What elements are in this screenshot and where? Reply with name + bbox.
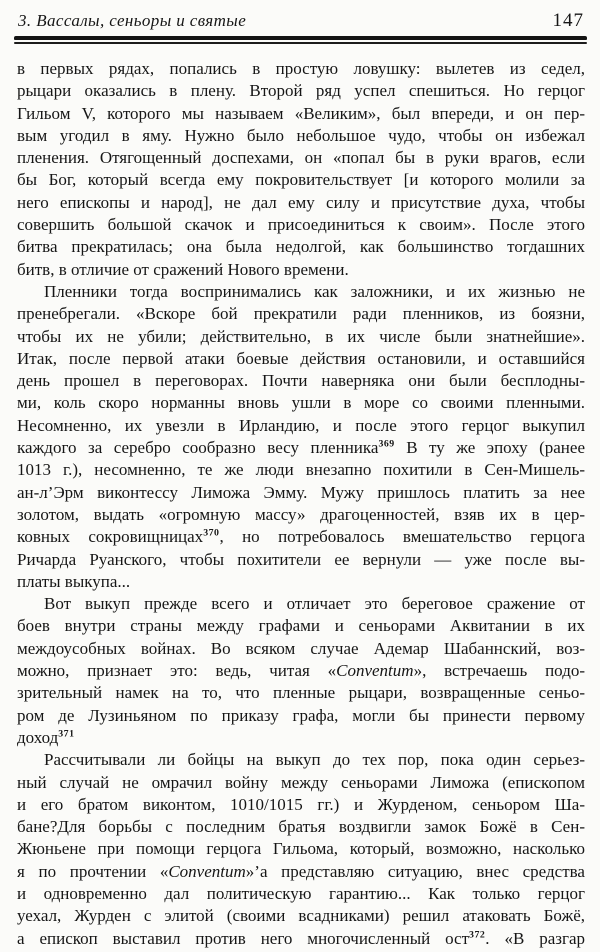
paragraph [17,593,585,749]
text-segment: уехал, Журден с элитой (своими всадниками) решил атаковать Божё, [17,906,585,926]
text-segment: 1013 г.), несомненно, те же люди внезапно похитили в Сен-Мишель- [17,460,585,480]
text-line [17,147,585,169]
text-line [17,682,585,704]
footnote-marker: 370 [203,527,220,539]
text-line [17,192,585,214]
text-segment: день прошел в переговорах. Почти наверняка они были бесплодны- [17,371,585,391]
text-line [17,348,585,370]
page-header [17,8,585,32]
text-line [17,838,585,860]
text-line [17,504,585,526]
footnote-marker: 372 [469,928,486,940]
text-line [17,58,585,80]
text-segment: »’а представляю ситуацию, внес средства [245,861,585,881]
text-line [17,80,585,102]
text-segment: Ричарда Руанского, чтобы похитители ее вернули — уже после вы- [17,549,585,569]
text-line [17,326,585,348]
text-segment: Несомненно, их увезли в Ирландию, и после этого герцог выкупил [17,415,585,435]
text-segment: ан-л’Эрм виконтессу Лиможа Эмму. Мужу пришлось платить за нее [17,482,585,502]
text-line [17,794,585,816]
text-segment: Гильом V, которого мы называем «Великим», был впереди, и он пер- [17,103,585,123]
text-segment: битва прекратилась; она была недолгой, как большинство тогдашних [17,237,585,257]
text-segment: совершить большой скачок и присоединиться к своим». После этого [17,215,585,235]
text-line [17,459,585,481]
text-segment: ковных сокровищницах [17,527,204,547]
text-segment: доход [17,727,59,747]
text-segment: . «В разгар [485,928,585,948]
text-line [17,772,585,794]
text-segment: рыцари оказались в плену. Второй ряд успел спешиться. Но герцог [17,81,585,101]
text-segment: бане?Для борьбы с последним братья воздвигли замок Божё в Сен- [17,817,585,837]
text-line [17,125,585,147]
text-line [17,370,585,392]
text-segment: ром де Лузиньяном по приказу графа, могли бы принести первому [17,705,585,725]
text-segment: золотом, выдать «огромную массу» драгоценностей, взяв их в цер- [17,504,585,524]
text-segment: можно, признает это: ведь, читая « [17,661,337,681]
footnote-marker: 371 [58,728,75,740]
text-line [17,437,585,459]
text-segment: битв, в отличие от сражений Нового времени. [17,259,349,279]
text-line [17,638,585,660]
text-segment: каждого за серебро сообразно весу пленника [17,438,379,458]
text-line [17,549,585,571]
paragraph [17,58,585,281]
text-segment: Conventum [336,661,414,681]
text-line [17,883,585,905]
text-segment: ми, коль скоро норманны вновь ушли в море со своими пленными. [17,393,585,413]
paragraph [17,281,585,593]
text-segment: вым угодил в яму. Нужно было небольшое чудо, чтобы он избежал [17,125,585,145]
text-segment: чтобы их не убили; действительно, в их числе были знатнейшие». [17,326,585,346]
header-rule-thick-line [14,36,587,40]
header-rule-thin-line [14,42,587,44]
text-segment: зрительный намек на то, что пленные рыцари, возвращенные сеньо- [17,683,585,703]
text-line [17,861,585,883]
text-line [17,214,585,236]
header-rule [14,36,587,44]
text-segment: Пленники тогда воспринимались как заложники, и их жизнью не [44,281,585,301]
text-segment: , но потребовалось вмешательство герцога [219,527,585,547]
text-segment: », встречаешь подо- [413,661,585,681]
text-line [17,615,585,637]
text-line [17,392,585,414]
text-segment: него епископы и народ], не дал ему силу и присутствие духа, чтобы [17,192,585,212]
text-segment: и одновременно дал политическую гарантию... Как только герцог [17,883,585,903]
text-line [17,905,585,927]
text-line [17,705,585,727]
text-segment: а епископ выставил против него многочисленный ост [17,928,470,948]
text-segment: В ту же эпоху (ранее [394,438,585,458]
text-line [17,816,585,838]
text-segment: платы выкупа... [17,571,131,591]
text-line [17,259,585,281]
text-block [17,58,585,950]
text-segment: боев внутри страны между графами и сеньорами Аквитании в их [17,616,585,636]
text-segment: я по прочтении « [17,861,169,881]
text-line [17,103,585,125]
text-line [17,660,585,682]
text-segment: Жюньене при помощи герцога Гильома, который, возможно, насколько [17,839,585,859]
running-title: 3. Вассалы, сеньоры и святые [18,11,247,30]
text-segment: в первых рядах, попались в простую ловушку: вылетев из седел, [17,59,585,78]
text-line [17,482,585,504]
text-line [17,236,585,258]
text-line [17,749,585,771]
text-segment: междоусобных войнах. Во всяком случае Адемар Шабаннский, воз- [17,638,585,658]
text-line [17,571,585,593]
text-line [17,303,585,325]
text-line [17,727,585,749]
text-line [17,928,585,950]
text-segment: ный случай не омрачил войну между сеньорами Лиможа (епископом [17,772,585,792]
text-line [17,281,585,303]
text-segment: Итак, после первой атаки боевые действия остановили, и оставшийся [17,348,585,368]
text-segment: Рассчитывали ли бойцы на выкуп до тех пор, пока один серьез- [44,750,585,770]
text-segment: бы Бог, который всегда ему покровительствует [и которого молили за [17,170,585,190]
page-number: 147 [552,10,584,31]
text-line [17,526,585,548]
text-line [17,593,585,615]
text-line [17,415,585,437]
text-line [17,169,585,191]
paragraph [17,749,585,950]
text-segment: Вот выкуп прежде всего и отличает это береговое сражение от [44,594,585,614]
footnote-marker: 369 [378,438,395,450]
text-segment: и его братом виконтом, 1010/1015 гг.) и Журденом, сеньором Ша- [17,794,585,814]
text-segment: пренебрегали. «Вскоре бой прекратили ради пленников, из боязни, [17,304,585,324]
text-segment: пленения. Отягощенный доспехами, он «попал бы в руки врагов, если [17,148,585,168]
text-segment: Conventum [168,861,246,881]
